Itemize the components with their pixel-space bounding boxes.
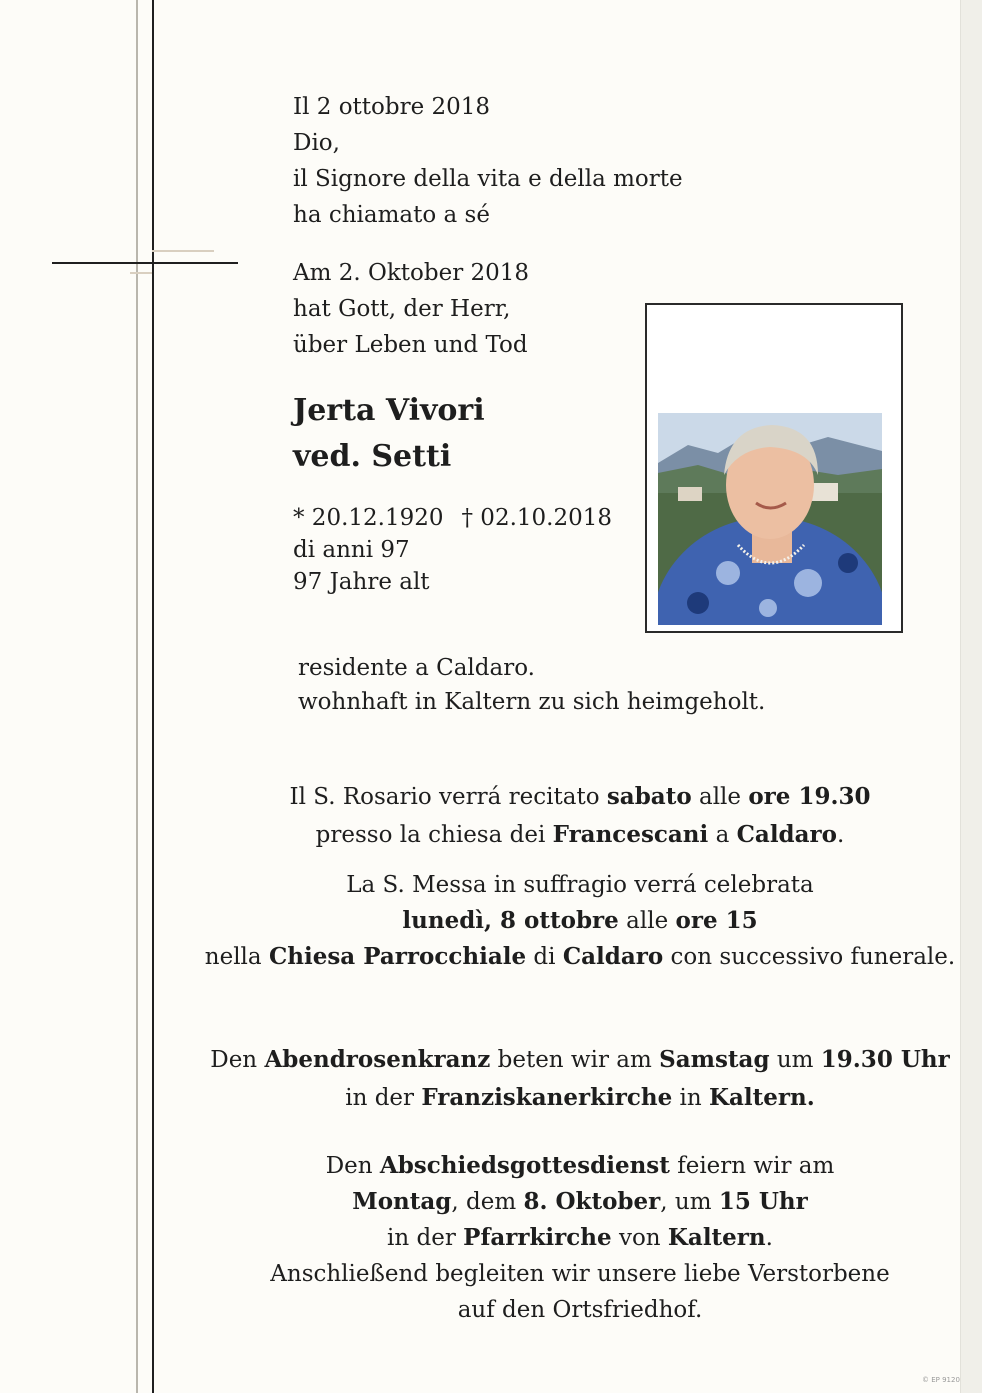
text: Il S. Rosario verrá recitato <box>289 784 607 810</box>
text: in der <box>345 1085 422 1111</box>
church: Pfarrkirche <box>463 1224 612 1251</box>
text: presso la chiesa dei <box>315 822 553 848</box>
text: alle <box>691 784 749 810</box>
portrait-photo <box>658 413 882 625</box>
text: beten wir am <box>490 1047 660 1073</box>
age-italian: di anni 97 <box>293 537 410 563</box>
birth-death-line <box>293 502 612 534</box>
intro-line: Am 2. Oktober 2018 <box>293 260 530 286</box>
text: , dem <box>451 1189 524 1215</box>
text: feiern wir am <box>669 1153 835 1179</box>
date: 8. Oktober <box>523 1188 661 1215</box>
death-date: † 02.10.2018 <box>461 505 612 531</box>
town: Caldaro <box>736 821 837 848</box>
birth-date: * 20.12.1920 <box>293 505 444 531</box>
text: con successivo funerale. <box>663 944 956 970</box>
event: Abschiedsgottesdienst <box>379 1152 670 1179</box>
time: 19.30 Uhr <box>820 1046 950 1073</box>
time: ore 19.30 <box>748 783 871 810</box>
residence-block <box>298 651 765 719</box>
event: Abendrosenkranz <box>264 1046 491 1073</box>
text: . <box>837 822 845 848</box>
mass-line <box>180 1220 980 1256</box>
cross-accent-line <box>152 250 214 252</box>
town: Kaltern <box>667 1224 766 1251</box>
mass-line: La S. Messa in suffragio verrá celebrata <box>346 872 814 898</box>
cross-accent-line <box>130 272 152 274</box>
mass-italian <box>180 867 980 975</box>
text: nella <box>204 944 269 970</box>
text: in der <box>387 1225 464 1251</box>
day: Montag <box>352 1188 452 1215</box>
intro-line: hat Gott, der Herr, <box>293 296 511 322</box>
text: Den <box>325 1153 380 1179</box>
portrait-frame <box>645 303 903 633</box>
church: Franziskanerkirche <box>421 1084 673 1111</box>
time: ore 15 <box>675 907 758 934</box>
text: um <box>769 1047 821 1073</box>
mass-line: Anschließend begleiten wir unsere liebe Verstorbene <box>270 1261 890 1287</box>
day: Samstag <box>659 1046 770 1073</box>
mass-line: auf den Ortsfriedhof. <box>457 1297 703 1323</box>
intro-line: über Leben und Tod <box>293 332 528 358</box>
name-line: ved. Setti <box>293 439 452 474</box>
text: Den <box>210 1047 265 1073</box>
mass-line <box>180 903 980 939</box>
church: Chiesa Parrocchiale <box>268 943 527 970</box>
text: di <box>526 944 563 970</box>
name-line: Jerta Vivori <box>293 393 485 428</box>
cross-shadow-line <box>136 0 138 1393</box>
text: a <box>708 822 737 848</box>
age-german: 97 Jahre alt <box>293 569 430 595</box>
life-dates <box>293 502 612 598</box>
mass-line <box>180 1148 980 1184</box>
rosary-german <box>180 1041 980 1117</box>
deceased-name <box>293 388 485 480</box>
mass-line <box>180 1184 980 1220</box>
time: 15 Uhr <box>718 1188 808 1215</box>
footer-code: © EP 9120 <box>922 1376 960 1384</box>
rosary-italian <box>180 778 980 854</box>
rosary-line <box>180 778 980 816</box>
town: Caldaro <box>562 943 664 970</box>
text: . <box>765 1225 773 1251</box>
rosary-line <box>180 1041 980 1079</box>
intro-line: Il 2 ottobre 2018 <box>293 94 491 120</box>
intro-line: Dio, <box>293 130 340 156</box>
rosary-line <box>180 1079 980 1117</box>
date: lunedì, 8 ottobre <box>402 907 619 934</box>
mass-line <box>180 939 980 975</box>
church: Francescani <box>552 821 709 848</box>
text: , um <box>660 1189 719 1215</box>
residence-line: residente a Caldaro. <box>298 655 535 681</box>
intro-line: ha chiamato a sé <box>293 202 490 228</box>
rosary-line <box>180 816 980 854</box>
text: von <box>611 1225 668 1251</box>
text: alle <box>618 908 676 934</box>
cross-horizontal-line <box>52 262 238 264</box>
mass-german <box>180 1148 980 1328</box>
intro-italian <box>293 89 683 233</box>
day: sabato <box>606 783 692 810</box>
text: in <box>672 1085 710 1111</box>
intro-german <box>293 255 529 363</box>
intro-line: il Signore della vita e della morte <box>293 166 683 192</box>
town: Kaltern. <box>709 1084 815 1111</box>
cross-vertical-line <box>152 0 154 1393</box>
residence-line: wohnhaft in Kaltern zu sich heimgeholt. <box>298 689 766 715</box>
